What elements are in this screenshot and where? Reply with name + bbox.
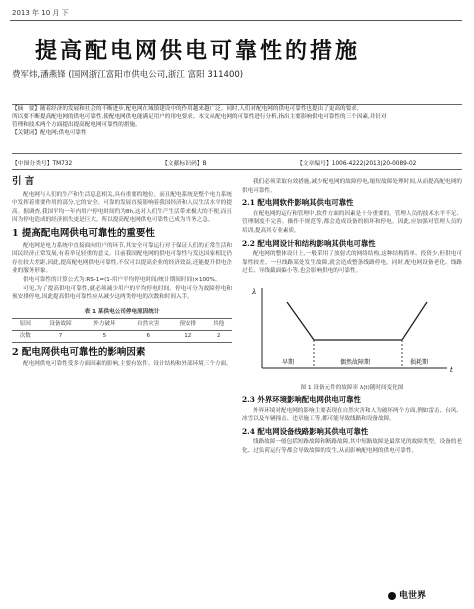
paragraph: 配电网供电可靠性受多方面因素的影响,主要有软件、设计结构和外部环境三个方面。 xyxy=(23,361,232,368)
table-cell: 7 xyxy=(39,330,83,342)
y-axis-label: λ xyxy=(252,287,257,296)
abstract-box xyxy=(12,104,462,154)
subsection-heading-2-4: 2.4 配电网设备线路影响其供电可靠性 xyxy=(242,426,369,436)
paragraph: 配电网是电力系统中直接面向用户的环节,其安全可靠运行对于保证人们的正常生活和国民经济正常发展,有着举足轻重的意义。目前我国配电网的供电可靠性与发达国家相比仍存在较大差距,因此,提高配电网供电可靠性,不仅可以提高企业的经济效益,还能提升供电企业的服务形象。 xyxy=(12,242,232,275)
journal-logo xyxy=(388,588,426,601)
author-affiliation: (国网浙江富阳市供电公司,浙江 富阳 311400) xyxy=(68,70,244,80)
paragraph: 在配电网的运行和管理中,软件方面的因素是十分重要的。管理人员的技术水平不足、管理制度不完善、操作不规范等,都会造成设备的损坏和停电。因此,应加强对管理人员的培训,提高其专业素质。 xyxy=(242,210,462,234)
subsection-heading-2-1: 2.1 配电网软件影响其供电可靠性 xyxy=(242,198,354,208)
abstract-line: 管理和技术两个方面提出提高配电网可靠性的措施。 xyxy=(12,122,141,128)
clc-number: 【中图分类号】TM732 xyxy=(12,161,73,167)
table-header-cell: 外力破坏 xyxy=(82,319,126,331)
bathtub-curve xyxy=(242,280,462,380)
table-header-cell: 原因 xyxy=(12,319,39,331)
issue-header: 2013 年 10 月 下 xyxy=(12,9,69,17)
article-title: 提高配电网供电可靠性的措施 xyxy=(35,38,361,64)
table-cell: 2 xyxy=(205,330,232,342)
abstract-line: 所以要不断提高配电网的供电可靠性,使配电网供电能满足用户的用电要求。本文从配电网的可靠性进行分析,指出主要影响供电可靠性的三个因素,并针对 xyxy=(12,114,387,120)
paragraph: 可见,为了提高供电可靠性,就必须减少用户的平均停电时间。停电可分为故障停电和预安排停电,因此提高供电可靠性应从减少这两类停电的次数和时间入手。 xyxy=(12,285,232,301)
figure-caption: 图 1 设备元件的故障率 λ(t)随时间变化图 xyxy=(300,384,404,391)
classification-bar xyxy=(12,156,462,170)
outage-table xyxy=(12,318,232,342)
formula-paragraph: 供电可靠性的计算公式为:RS-1=(1-用户平均停电时间/统计期间时间)×100%。 xyxy=(23,276,221,283)
left-column xyxy=(12,178,232,369)
section-heading-intro: 引 言 xyxy=(12,176,35,187)
table-header-cell: 自然灾害 xyxy=(126,319,170,331)
keywords: 【关键词】配电网;供电可靠性 xyxy=(12,130,87,136)
table-header-cell: 预安排 xyxy=(170,319,205,331)
paragraph: 配电网与人们的生产和生活息息相关,具有重要的地位。而且配电系统是整个电力系统中发挥着重要作用的部分,它的安全、可靠的发展直接影响着我国经济和人民生活水平的提高。据调查,我国平均一年内用户停电时间约为8h,这对人们生产生活带来极大的不便,而且因为停电造成的经济损失更是巨大。所以提高配电网供电可靠性已成为当务之急。 xyxy=(12,191,232,224)
failure-rate-figure xyxy=(242,280,462,392)
phase-label: 偶然故障期 xyxy=(340,358,371,366)
subsection-heading-2-3: 2.3 外界环境影响配电网供电可靠性 xyxy=(242,394,361,404)
table-header-row xyxy=(12,319,232,331)
subsection-heading-2-2: 2.2 配电网设计和结构影响其供电可靠性 xyxy=(242,238,376,248)
abstract-line: 【摘 要】随着经济的发展和社会的不断进步,配电网在城镇建设中的作用越来越广泛。同时,人们对配电网的供电可靠性也提出了更高的要求, xyxy=(12,106,359,112)
x-axis-label: t xyxy=(450,365,453,374)
table-caption: 表 1 某供电公司停电原因统计 xyxy=(84,308,160,315)
logo-mark-icon xyxy=(388,592,396,600)
table-header-cell: 其他 xyxy=(205,319,232,331)
header-rule xyxy=(10,20,462,21)
doc-code: 【文献标识码】B xyxy=(162,161,207,167)
phase-label: 损耗期 xyxy=(410,358,429,366)
paragraph: 外界环境对配电网的影响主要表现在自然灾害和人为破坏两个方面,例如雷击、台风、冰雪以及车辆撞击、违章施工等,都可能导致线路和设备故障。 xyxy=(242,407,462,423)
table-row xyxy=(12,330,232,342)
failure-rate-curve xyxy=(287,302,427,340)
author-names: 费军炜,潘燕锋 xyxy=(12,70,66,80)
logo-text: 电世界 xyxy=(399,591,427,601)
phase-label: 早期 xyxy=(282,358,295,366)
table-cell: 12 xyxy=(170,330,205,342)
right-column xyxy=(242,178,462,456)
paragraph: 线路故障一般包括短路故障和断路故障,其中短路故障是最常见的故障类型。设备的老化、过负荷运行等都会导致故障的发生,从而影响配电网的供电可靠性。 xyxy=(242,439,462,454)
table-cell: 次数 xyxy=(12,330,39,342)
section-heading-2: 2 配电网供电可靠性的影响因素 xyxy=(12,346,146,358)
table-cell: 5 xyxy=(82,330,126,342)
table-header-cell: 设备故障 xyxy=(39,319,83,331)
author-line xyxy=(12,68,243,80)
table-cell: 6 xyxy=(126,330,170,342)
paragraph: 配电网的整体设计上,一般采用了放射式的网络结构,这种结构简单、投资少,但供电可靠性较差。一旦线路某处发生故障,就会造成整条线路停电。同时,配电网设备老化、线路过长、导线截面偏小等,也会影响供电的可靠性。 xyxy=(242,251,462,275)
article-number: 【文章编号】1006-4222(2013)20-0089-02 xyxy=(297,161,417,167)
section-heading-1: 1 提高配电网供电可靠性的重要性 xyxy=(12,227,155,239)
paragraph: 我们必须采取有效措施,减少配电网的故障停电,缩短故障处理时间,从而提高配电网的供电可靠性。 xyxy=(242,179,462,194)
